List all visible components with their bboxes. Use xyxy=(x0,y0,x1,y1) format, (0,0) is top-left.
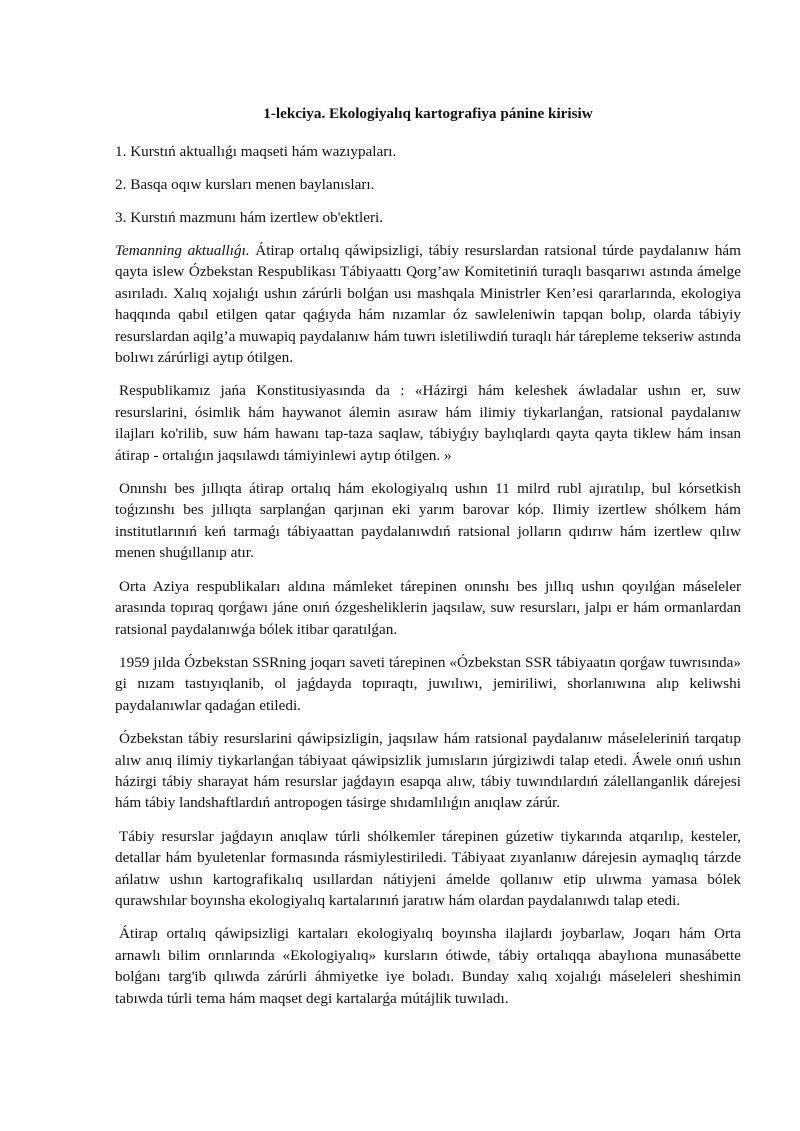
intro-text: Átirap ortalıq qáwipsizligi, tábiy resurslardan ratsional túrde paydalanıw hám qayta islew Ózbekstan Respublikası Tábiyaattı Qorg’aw Komitetiniń turaqlı basqarıwı astında ámelge asırıladı. Xalıq xojalıǵı ushın zárúrli bolǵan usı mashqala Ministrler Ken’esi qararlarında, ekologiya haqqında qabıl etilgen qatar qaǵıyda hám nızamlar óz sawleleniwin tapqan bolıp, olarda tábiyiy resurslardan aqilg’a muwapiq paydalanıw hám tuwrı isletiliwdiń turaqlı hár tárepleme tekseriw astında bolıwı zárúrligi aytıp ótilgen. xyxy=(115,242,741,367)
body-paragraph: Ózbekstan tábiy resurslarini qáwipsizligin, jaqsılaw hám ratsional paydalanıw máseleleriniń tarqatıp alıw anıq ilimiy tiykarlanǵan tábiyaat qáwipsizlik jumısların júrgiziwdi talap etedi. Áwele onıń ushın házirgi tábiy sharayat hám resurslar jaǵdayın esapqa alıw, tábiy tuwındılardıń zálellanganlik dárejesi hám tábiy landshaftlardıń antropogen tásirge shıdamlılıǵın anıqlaw zárúr. xyxy=(115,730,741,812)
list-item: 1. Kurstıń aktuallıǵı maqseti hám wazıypaları. xyxy=(115,143,397,160)
body-paragraph: Orta Aziya respublikaları aldına mámleket tárepinen onınshı bes jıllıq ushın qoyılǵan máseleler arasında topıraq qorǵawı jáne onıń ózgesheliklerin jaqsılaw, suw resursları, jalpı er hám ormanlardan ratsional paydalanıwǵa bólek itibar qaratılǵan. xyxy=(115,577,741,638)
body-paragraph: Onınshı bes jıllıqta átirap ortalıq hám ekologiyalıq ushın 11 milrd rubl ajıratılıp, bul kórsetkish toǵızınshı bes jıllıqta sarplanǵan qarjınan eki yarım barovar kóp. Ilimiy izertlew shólkem hám institutlarınıń keń tarmaǵı tábiyaattan paydalanıwdıń ratsional jolların qıdırıw hám izertlew qılıw menen shuǵıllanıp atır. xyxy=(115,480,741,562)
body-paragraph: Átirap ortalıq qáwipsizligi kartaları ekologiyalıq boyınsha ilajlardı joybarlaw, Joqarı hám Orta arnawlı bilim orınlarında «Ekologiyalıq» kursların ótiwde, tábiy ortalıqqa abaylıona munasábette bolǵanı targ'ib qılıwda zárúrli áhmiyetke iye boladı. Bunday xalıq xojalıǵı máseleleri sheshimin tabıwda túrli tema hám maqset degi kartalarǵa mútájlik tuwıladı. xyxy=(115,925,741,1007)
body-paragraph: Tábiy resurslar jaǵdayın anıqlaw túrli shólkemler tárepinen gúzetiw tiykarında atqarılıp, kesteler, detallar hám byuletenlar formasında rásmiylestiriledi. Tábiyaat zıyanlanıw dárejesin aymaqlıq tárzde ańlatıw ushın kartografikalıq usıllardan nátiyjeni ámelde qollanıw etip ulıwma yamasa bólek qurawshılar boyınsha ekologiyalıq kartalarınıń jaratıw hám olardan paydalanıwdı talap etedi. xyxy=(115,827,741,909)
intro-paragraph xyxy=(115,240,741,368)
list-item: 3. Kurstıń mazmunı hám izertlew ob'ektleri. xyxy=(115,209,384,226)
body-paragraph: Respublikamız jańa Konstitusiyasında da : «Házirgi hám keleshek áwladalar ushın er, suw resurslarini, ósimlik hám haywanot álemin asıraw hám ilimiy tiykarlanǵan, ratsional paydalanıw ilajları ko'rilib, suw hám hawanı tap-taza saqlaw, tábiyǵıy baylıqlardı qayta qayta tiklew hám insan átirap - ortalıǵın jaqsılawdı támiyinlewi aytıp ótilgen. » xyxy=(115,382,741,464)
body-paragraph: 1959 jılda Ózbekstan SSRning joqarı saveti tárepinen «Ózbekstan SSR tábiyaatın qorǵaw tuwrısında» gi nızam tastıyıqlanib, ol jaǵdayda topıraqtı, juwılıwı, jemiriliwi, shorlanıwına alıp keliwshi paydalanıwlar qadaǵan etiledi. xyxy=(115,653,741,714)
document-page xyxy=(115,104,741,1021)
lecture-title: 1-lekciya. Ekologiyalıq kartografiya pánine kirisiw xyxy=(263,105,593,122)
intro-lead: Temanning aktuallıǵı. xyxy=(115,242,250,259)
list-item: 2. Basqa oqıw kursları menen baylanısları. xyxy=(115,176,375,193)
